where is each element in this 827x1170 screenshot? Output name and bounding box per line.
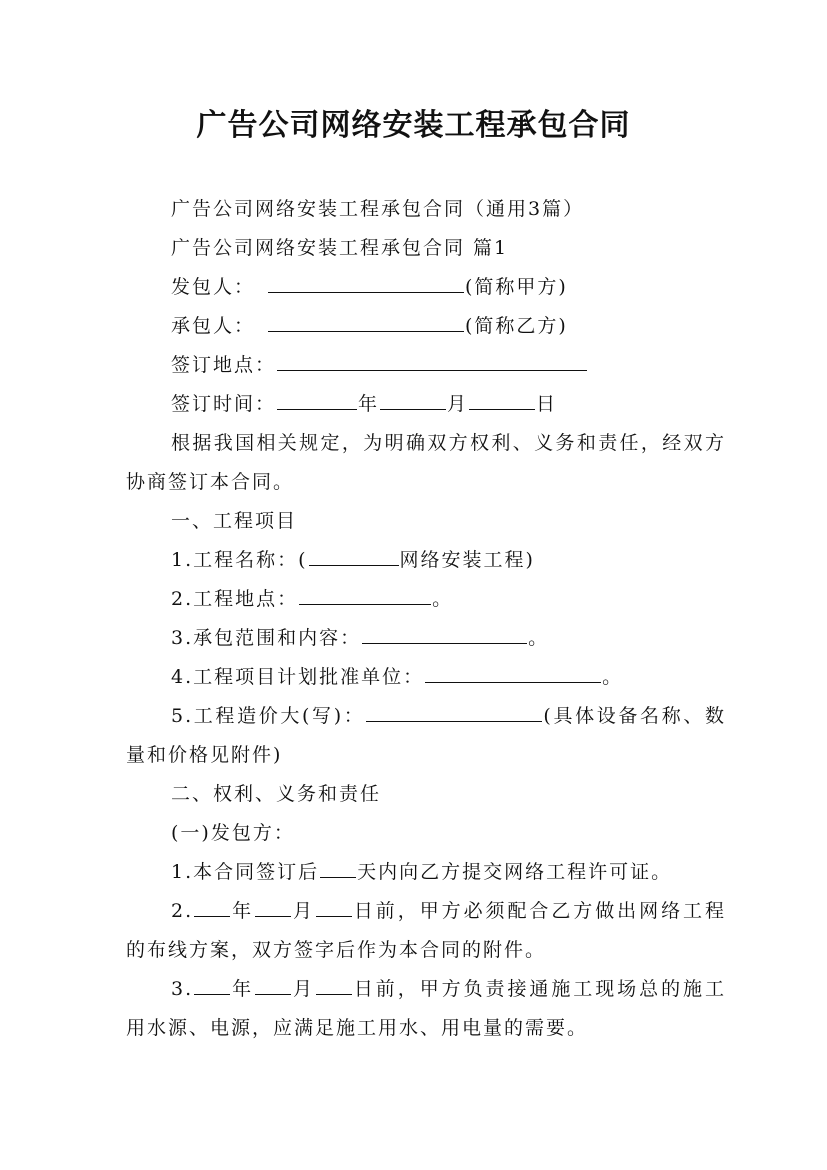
item-2-3-year: 年 [231,978,255,1000]
sign-place-line [126,346,726,385]
item-1-1 [126,541,726,580]
sign-year-blank [277,390,357,410]
item-2-2-prefix: 2. [171,900,194,922]
sign-month-blank [380,390,446,410]
contractor-label: 承包人： [171,315,256,337]
part-heading: 广告公司网络安装工程承包合同 篇1 [171,237,509,259]
preamble: 根据我国相关规定，为明确双方权利、义务和责任，经双方协商签订本合同。 [126,432,726,493]
employer-line [126,268,726,307]
sign-time-line [126,385,726,424]
section1-heading: 一、工程项目 [171,510,298,532]
item-2-3-day-blank [316,975,352,995]
subtitle: 广告公司网络安装工程承包合同（通用3篇） [171,198,585,220]
subsection-a: (一)发包方： [171,822,295,844]
item-1-1-prefix: 1.工程名称：( [171,549,308,571]
employer-blank [268,273,464,293]
item-1-5-prefix: 5.工程造价大(写)： [171,705,366,727]
item-2-3-month-blank [255,975,291,995]
item-1-4 [126,658,726,697]
item-1-2-prefix: 2.工程地点： [171,588,299,610]
sign-place-label: 签订地点： [171,354,277,376]
item-2-3-prefix: 3. [171,978,194,1000]
cost-blank [366,702,542,722]
sign-day: 日 [536,393,558,415]
sign-month: 月 [447,393,469,415]
item-2-1-suffix: 天内向乙方提交网络工程许可证。 [357,861,673,883]
item-2-1 [126,853,726,892]
item-2-2-month: 月 [292,900,315,922]
item-1-3 [126,619,726,658]
item-1-1-suffix: 网络安装工程) [399,549,535,571]
item-2-3-year-blank [194,975,230,995]
item-1-4-period: 。 [602,666,624,688]
contractor-blank [268,312,464,332]
sign-place-blank [277,351,587,371]
scope-blank [362,624,527,644]
employer-label: 发包人： [171,276,256,298]
item-1-2 [126,580,726,619]
item-2-1-prefix: 1.本合同签订后 [171,861,320,883]
item-2-3 [126,970,726,1048]
project-location-blank [299,585,431,605]
item-1-3-prefix: 3.承包范围和内容： [171,627,362,649]
item-2-2 [126,892,726,970]
item-2-2-year-blank [194,897,230,917]
item-1-5 [126,697,726,775]
approval-unit-blank [425,663,601,683]
sign-day-blank [469,390,535,410]
contractor-line [126,307,726,346]
contractor-suffix: (简称乙方) [465,315,568,337]
document-body [126,190,726,1048]
item-2-3-month: 月 [292,978,315,1000]
section2-heading: 二、权利、义务和责任 [171,783,382,805]
item-2-2-month-blank [255,897,291,917]
item-2-3-suffix: 日前，甲方负责接通施工现场总的施工用水源、电源，应满足施工用水、用电量的需要。 [126,978,726,1039]
sign-time-label: 签订时间： [171,393,277,415]
item-1-4-prefix: 4.工程项目计划批准单位： [171,666,425,688]
item-2-2-day-blank [316,897,352,917]
project-name-blank [309,546,399,566]
document-title: 广告公司网络安装工程承包合同 [196,108,631,143]
item-2-2-suffix: 日前，甲方必须配合乙方做出网络工程的布线方案，双方签字后作为本合同的附件。 [126,900,726,961]
item-1-3-period: 。 [528,627,550,649]
item-1-2-period: 。 [432,588,454,610]
employer-suffix: (简称甲方) [465,276,568,298]
item-1-5-suffix: (具体设备名称、数量和价格见附件) [126,705,726,766]
sign-year: 年 [358,393,380,415]
days-blank [320,858,356,878]
item-2-2-year: 年 [231,900,255,922]
